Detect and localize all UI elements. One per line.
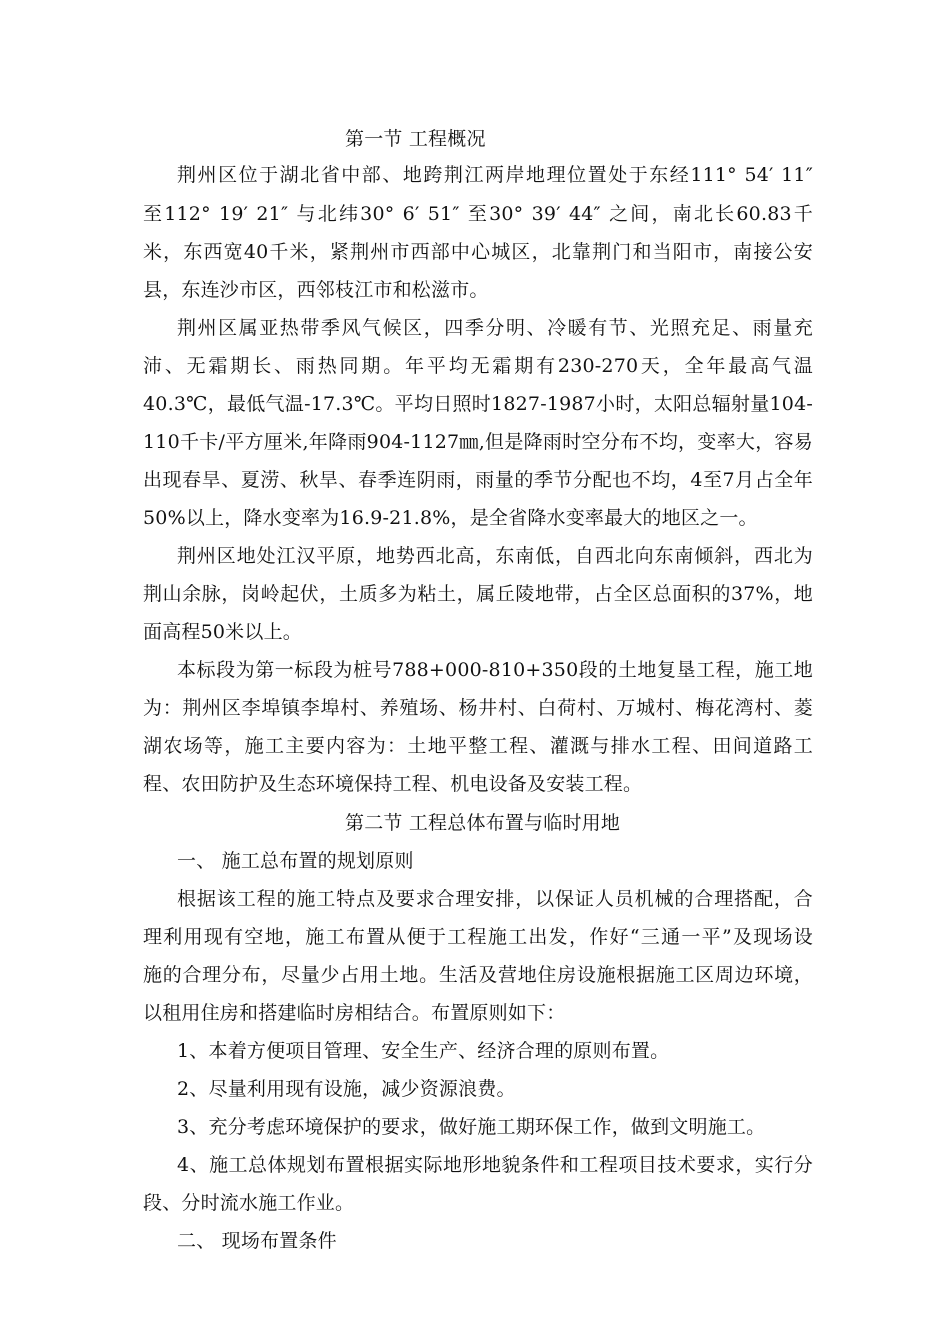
paragraph-line: 县，东连沙市区，西邻枝江市和松滋市。 [143,279,489,301]
paragraph-line: 程、农田防护及生态环境保持工程、机电设备及安装工程。 [143,773,643,795]
paragraph-line: 出现春旱、夏涝、秋旱、春季连阴雨，雨量的季节分配也不均，4至7月占全年 [143,469,813,491]
paragraph-line: 荆州区位于湖北省中部、地跨荆江两岸地理位置处于东经111° 54′ 11″ [177,164,813,186]
paragraph-line: 荆州区属亚热带季风气候区，四季分明、冷暖有节、光照充足、雨量充 [177,317,813,339]
section-title: 第二节 工程总体布置与临时用地 [345,812,621,834]
paragraph-line: 50%以上，降水变率为16.9-21.8%，是全省降水变率最大的地区之一。 [143,507,758,529]
subsection-title: 一、 施工总布置的规划原则 [177,850,414,872]
paragraph-line: 110千卡/平方厘米,年降雨904-1127㎜,但是降雨时空分布不均，变率大，容易 [143,431,813,453]
paragraph-line: 至112° 19′ 21″ 与北纬30° 6′ 51″ 至30° 39′ 44″ 之间，南北长60.83千 [143,203,813,225]
list-item: 4、施工总体规划布置根据实际地形地貌条件和工程项目技术要求，实行分 [177,1154,813,1176]
paragraph-line: 以租用住房和搭建临时房相结合。布置原则如下： [143,1002,566,1024]
list-item: 2、尽量利用现有设施，减少资源浪费。 [177,1078,516,1100]
paragraph-line: 本标段为第一标段为桩号788+000-810+350段的土地复垦工程，施工地 [177,659,813,681]
list-item: 3、充分考虑环境保护的要求，做好施工期环保工作，做到文明施工。 [177,1116,766,1138]
paragraph-line: 沛、无霜期长、雨热同期。年平均无霜期有230-270天，全年最高气温 [143,355,813,377]
paragraph-line: 面高程50米以上。 [143,621,302,643]
paragraph-line: 米，东西宽40千米，紧荆州市西部中心城区，北靠荆门和当阳市，南接公安 [143,241,813,263]
list-item: 1、本着方便项目管理、安全生产、经济合理的原则布置。 [177,1040,670,1062]
paragraph-line: 施的合理分布，尽量少占用土地。生活及营地住房设施根据施工区周边环境， [143,964,813,986]
paragraph-line: 40.3℃，最低气温-17.3℃。平均日照时1827-1987小时，太阳总辐射量104- [143,393,813,415]
paragraph-line: 荆州区地处江汉平原，地势西北高，东南低，自西北向东南倾斜，西北为 [177,545,813,567]
subsection-title: 二、 现场布置条件 [177,1230,337,1252]
paragraph-line: 湖农场等，施工主要内容为：土地平整工程、灌溉与排水工程、田间道路工 [143,735,813,757]
section-title: 第一节 工程概况 [345,128,486,150]
list-item: 段、分时流水施工作业。 [143,1192,355,1214]
paragraph-line: 理利用现有空地，施工布置从便于工程施工出发，作好“三通一平”及现场设 [143,926,813,948]
paragraph-line: 荆山余脉，岗岭起伏，土质多为粘土，属丘陵地带，占全区总面积的37%，地 [143,583,813,605]
paragraph-line: 根据该工程的施工特点及要求合理安排，以保证人员机械的合理搭配，合 [177,888,813,910]
paragraph-line: 为：荆州区李埠镇李埠村、养殖场、杨井村、白荷村、万城村、梅花湾村、菱 [143,697,813,719]
